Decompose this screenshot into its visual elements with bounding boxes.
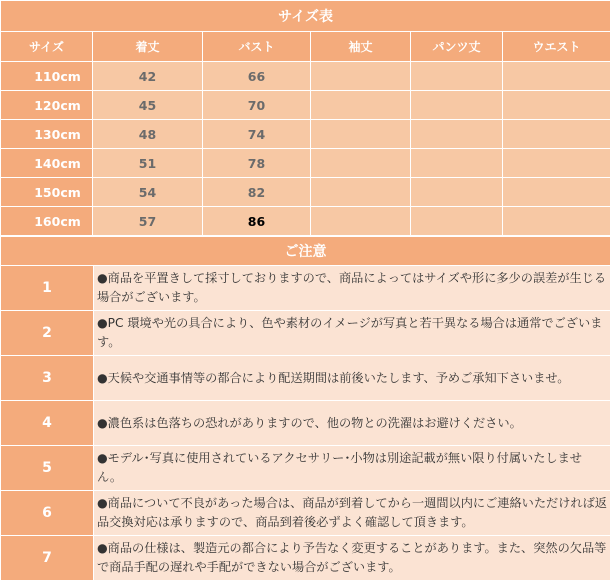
header-pants: パンツ丈 <box>411 32 503 62</box>
note-row <box>1 311 610 356</box>
length-cell: 48 <box>93 120 203 149</box>
size-cell: 130cm <box>1 120 93 149</box>
note-row <box>1 356 610 401</box>
size-table-title: サイズ表 <box>1 1 610 32</box>
note-number: 6 <box>1 491 94 536</box>
bust-cell: 74 <box>203 120 311 149</box>
notes-title-row <box>1 237 610 266</box>
bust-cell: 78 <box>203 149 311 178</box>
waist-cell <box>503 91 610 120</box>
sleeve-cell <box>311 62 411 91</box>
size-cell: 110cm <box>1 62 93 91</box>
pants-cell <box>411 207 503 236</box>
size-table-title-row <box>1 1 610 32</box>
pants-cell <box>411 149 503 178</box>
note-number: 4 <box>1 401 94 446</box>
header-waist: ウエスト <box>503 32 610 62</box>
note-row <box>1 491 610 536</box>
table-row <box>1 91 610 120</box>
header-size: サイズ <box>1 32 93 62</box>
note-text: ●天候や交通事情等の都合により配送期間は前後いたします、予めご承知下さいませ。 <box>94 356 610 401</box>
sleeve-cell <box>311 120 411 149</box>
length-cell: 51 <box>93 149 203 178</box>
sleeve-cell <box>311 91 411 120</box>
table-row <box>1 207 610 236</box>
pants-cell <box>411 178 503 207</box>
notes-table <box>0 236 610 581</box>
length-cell: 54 <box>93 178 203 207</box>
bust-cell: 82 <box>203 178 311 207</box>
note-text: ●商品を平置きして採寸しておりますので、商品によってはサイズや形に多少の誤差が生じる場合がございます。 <box>94 266 610 311</box>
waist-cell <box>503 62 610 91</box>
length-cell: 42 <box>93 62 203 91</box>
sleeve-cell <box>311 207 411 236</box>
size-cell: 160cm <box>1 207 93 236</box>
table-row <box>1 62 610 91</box>
pants-cell <box>411 62 503 91</box>
sleeve-cell <box>311 149 411 178</box>
notes-title: ご注意 <box>1 237 610 266</box>
note-text: ●商品について不良があった場合は、商品が到着してから一週間以内にご連絡いただければ返品交換対応は承りますので、商品到着後必ずよく確認して頂きます。 <box>94 491 610 536</box>
table-row <box>1 149 610 178</box>
note-text: ●濃色系は色落ちの恐れがありますので、他の物との洗濯はお避けください。 <box>94 401 610 446</box>
header-sleeve: 袖丈 <box>311 32 411 62</box>
waist-cell <box>503 178 610 207</box>
size-cell: 150cm <box>1 178 93 207</box>
table-row <box>1 178 610 207</box>
size-table-header-row <box>1 32 610 62</box>
sleeve-cell <box>311 178 411 207</box>
note-text: ●商品の仕様は、製造元の都合により予告なく変更することがあります。また、突然の欠品等で商品手配の遅れや手配ができない場合がございます。 <box>94 536 610 581</box>
size-table <box>0 0 610 236</box>
bust-cell: 66 <box>203 62 311 91</box>
note-row <box>1 446 610 491</box>
size-cell: 120cm <box>1 91 93 120</box>
bust-cell: 70 <box>203 91 311 120</box>
size-cell: 140cm <box>1 149 93 178</box>
note-number: 2 <box>1 311 94 356</box>
waist-cell <box>503 120 610 149</box>
waist-cell <box>503 207 610 236</box>
waist-cell <box>503 149 610 178</box>
table-row <box>1 120 610 149</box>
header-bust: バスト <box>203 32 311 62</box>
length-cell: 57 <box>93 207 203 236</box>
note-number: 1 <box>1 266 94 311</box>
note-text: ●モデル･写真に使用されているアクセサリー･小物は別途記載が無い限り付属いたしません。 <box>94 446 610 491</box>
note-row <box>1 266 610 311</box>
note-text: ●PC 環境や光の具合により、色や素材のイメージが写真と若干異なる場合は通常でございます。 <box>94 311 610 356</box>
pants-cell <box>411 91 503 120</box>
bust-cell: 86 <box>203 207 311 236</box>
note-number: 7 <box>1 536 94 581</box>
note-row <box>1 401 610 446</box>
header-length: 着丈 <box>93 32 203 62</box>
pants-cell <box>411 120 503 149</box>
length-cell: 45 <box>93 91 203 120</box>
note-number: 5 <box>1 446 94 491</box>
note-number: 3 <box>1 356 94 401</box>
